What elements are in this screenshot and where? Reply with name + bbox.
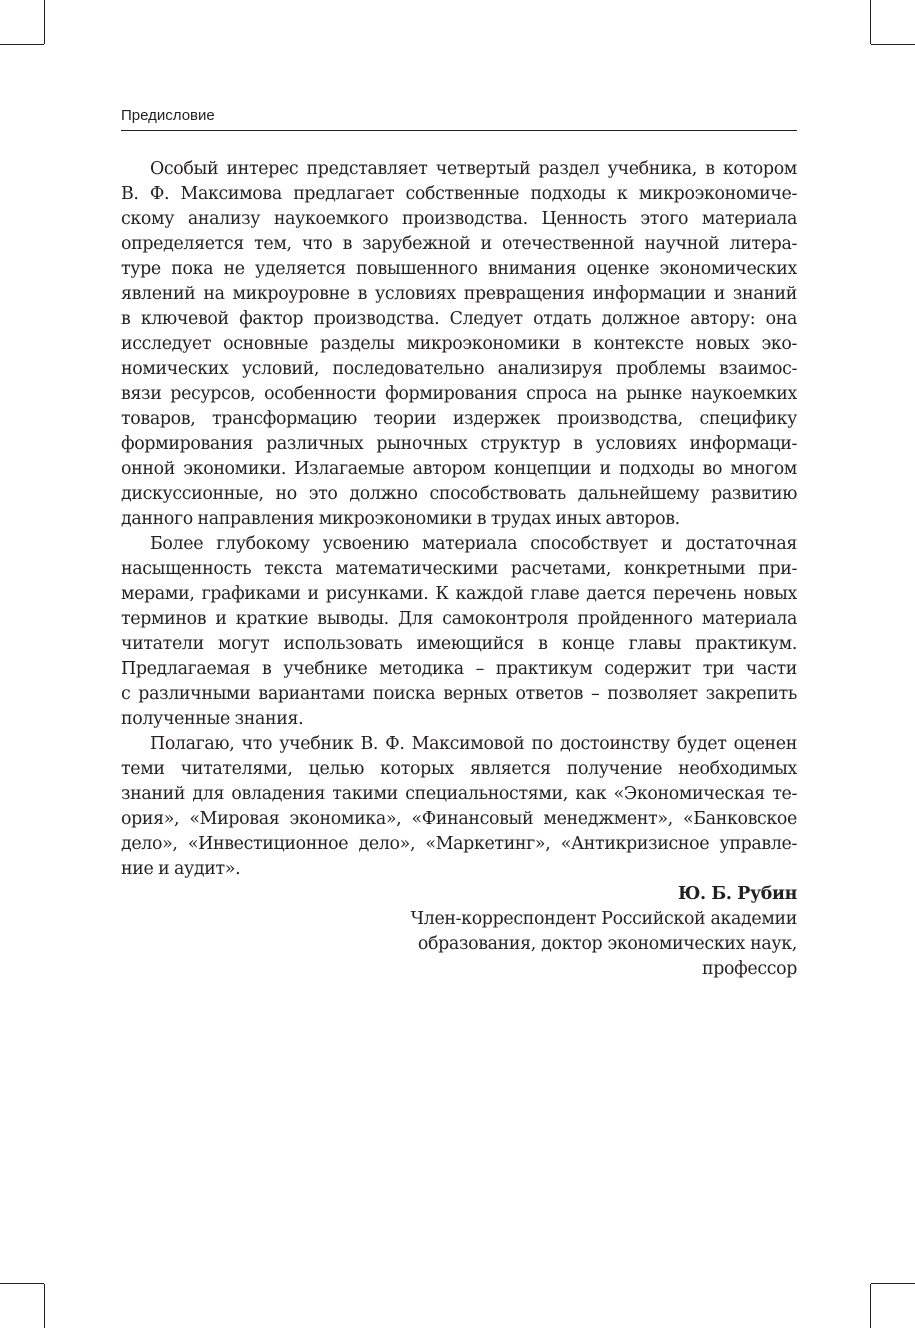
author-title-line: образования, доктор экономических наук,: [417, 934, 797, 954]
text-line: в ключевой фактор производства. Следует отдать должное автору: она: [121, 309, 797, 329]
signature-block: [411, 882, 797, 982]
text-line: ория», «Мировая экономика», «Финансовый менеджмент», «Банковское: [121, 809, 797, 829]
text-line: исследует основные разделы микроэкономики в контексте новых эко-: [121, 334, 797, 354]
text-line: мерами, графиками и рисунками. К каждой главе дается перечень новых: [121, 584, 797, 604]
text-line: определяется тем, что в зарубежной и отечественной научной литера-: [121, 234, 797, 254]
crop-mark: [44, 0, 45, 44]
paragraph: [121, 732, 797, 882]
text-line: скому анализу наукоемкого производства. Ценность этого материала: [121, 209, 797, 229]
crop-mark: [871, 44, 915, 45]
text-line: вязи ресурсов, особенности формирования спроса на рынке наукоемких: [121, 384, 797, 404]
text-line: номических условий, последовательно анализируя проблемы взаимос-: [121, 359, 797, 379]
crop-mark: [0, 1283, 44, 1284]
running-head: Предисловие: [121, 107, 215, 124]
text-line: Более глубокому усвоению материала способствует и достаточная: [150, 534, 797, 554]
text-line: товаров, трансформацию теории издержек производства, специфику: [121, 409, 797, 429]
crop-mark: [0, 44, 44, 45]
author-title-line: Член-корреспондент Российской академии: [410, 909, 797, 929]
text-line: насыщенность текста математическими расчетами, конкретными при-: [121, 559, 797, 579]
paragraph: [121, 532, 797, 732]
text-line: Полагаю, что учебник В. Ф. Максимовой по достоинству будет оценен: [150, 734, 797, 754]
author-title-line: профессор: [701, 959, 797, 979]
text-line: читатели могут использовать имеющийся в конце главы практикум.: [121, 634, 797, 654]
header-rule: [121, 130, 797, 131]
author-name: Ю. Б. Рубин: [677, 884, 797, 904]
crop-mark: [870, 1284, 871, 1328]
text-line: Предлагаемая в учебнике методика – практикум содержит три части: [121, 659, 797, 679]
text-line: онной экономики. Излагаемые автором концепции и подходы во многом: [121, 459, 797, 479]
text-line: туре пока не уделяется повышенного внимания оценке экономических: [121, 259, 797, 279]
text-line: Особый интерес представляет четвертый раздел учебника, в котором: [150, 159, 797, 179]
text-line: знаний для овладения такими специальностями, как «Экономическая те-: [121, 784, 797, 804]
text-line: дискуссионные, но это должно способствовать дальнейшему развитию: [121, 484, 797, 504]
text-line: терминов и краткие выводы. Для самоконтроля пройденного материала: [121, 609, 797, 629]
body-text: [121, 157, 797, 882]
paragraph: [121, 157, 797, 532]
crop-mark: [870, 0, 871, 44]
text-line: данного направления микроэкономики в трудах иных авторов.: [121, 509, 680, 529]
crop-mark: [871, 1283, 915, 1284]
text-line: дело», «Инвестиционное дело», «Маркетинг», «Антикризисное управле-: [121, 834, 797, 854]
crop-mark: [44, 1284, 45, 1328]
text-line: явлений на микроуровне в условиях превращения информации и знаний: [121, 284, 797, 304]
text-line: формирования различных рыночных структур в условиях информаци-: [121, 434, 797, 454]
text-line: полученные знания.: [121, 709, 304, 729]
text-line: В. Ф. Максимова предлагает собственные подходы к микроэкономиче-: [121, 184, 797, 204]
text-line: теми читателями, целью которых является получение необходимых: [121, 759, 797, 779]
text-line: с различными вариантами поиска верных ответов – позволяет закрепить: [121, 684, 797, 704]
text-line: ние и аудит».: [121, 859, 241, 879]
